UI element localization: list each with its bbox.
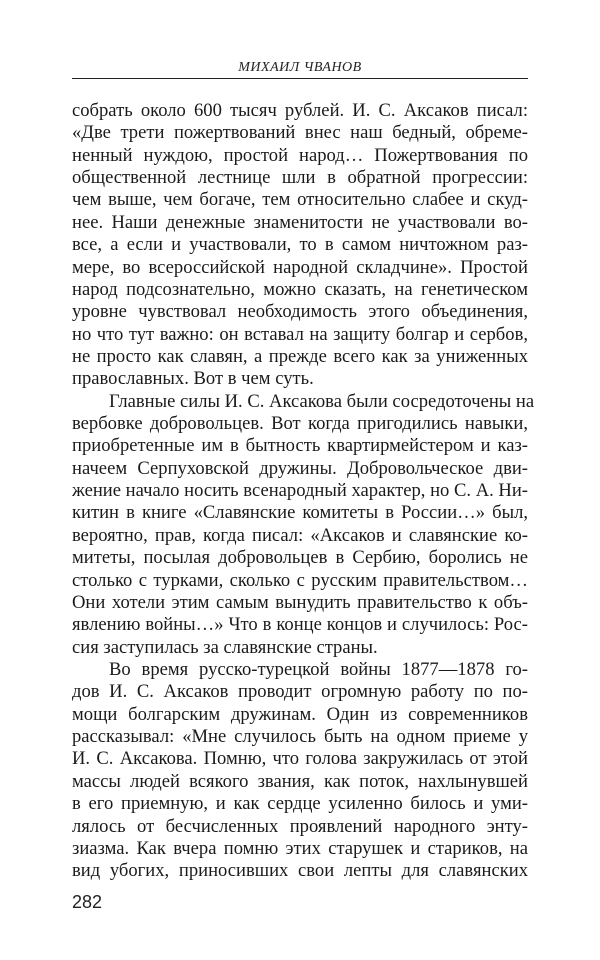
text-line: китин в книге «Славянские комитеты в России…» был, [72, 502, 528, 524]
text-line: вербовке добровольцев. Вот когда пригодились навыки, [72, 413, 528, 435]
text-line: Главные силы И. С. Аксакова были сосредоточены на [109, 390, 535, 412]
text-line: И. С. Аксакова. Помню, что голова закружилась от этой [72, 748, 528, 770]
text-line: вид убогих, приносивших свои лепты для славянских [72, 860, 528, 882]
text-line: мере, во всероссийской народной складчине». Простой [72, 256, 528, 278]
text-line: приобретенные им в бытность квартирмейстером и каз- [72, 435, 528, 457]
text-line: явлению войны…» Что в конце концов и случилось: Рос- [72, 614, 528, 636]
text-line: народ подсознательно, можно сказать, на генетическом [72, 278, 528, 300]
header-rule [72, 78, 528, 79]
running-header: МИХАИЛ ЧВАНОВ [238, 60, 362, 75]
text-line: рассказывал: «Мне случилось быть на одном приеме у [72, 726, 528, 748]
text-line: общественной лестнице шли в обратной прогрессии: [72, 167, 528, 189]
text-line: нее. Наши денежные знаменитости не участвовали во- [72, 211, 528, 233]
text-line: митеты, посылая добровольцев в Сербию, боролись не [72, 547, 528, 569]
text-line: лялось от бесчисленных проявлений народного энту- [72, 815, 528, 837]
text-line: массы людей всякого звания, как поток, нахлынувшей [72, 770, 528, 792]
text-line: столько с турками, сколько с русским правительством… [72, 569, 528, 591]
text-line: чем выше, чем богаче, тем относительно слабее и скуд- [72, 189, 528, 211]
text-line: мощи болгарским дружинам. Один из современников [72, 703, 528, 725]
text-line: дов И. С. Аксаков проводит огромную работу по по- [72, 681, 528, 703]
text-line: ненный нуждою, простой народ… Пожертвования по [72, 144, 528, 166]
text-line: в его приемную, и как сердце усиленно билось и уми- [72, 793, 528, 815]
text-line: уровне чувствовал необходимость этого объединения, [72, 301, 528, 323]
text-line: не просто как славян, а прежде всего как за униженных [72, 345, 528, 367]
text-line: сия заступилась за славянские страны. [72, 636, 378, 658]
body-text [72, 100, 535, 883]
text-line: но что тут важно: он вставал на защиту болгар и сербов, [72, 323, 528, 345]
text-line: Во время русско-турецкой войны 1877—1878 го- [109, 658, 528, 680]
text-line: все, а если и участвовали, то в самом ничтожном раз- [72, 234, 528, 256]
text-line: зиазма. Как вчера помню этих старушек и стариков, на [72, 837, 528, 859]
text-line: жение начало носить всенародный характер, но С. А. Ни- [72, 480, 528, 502]
text-line: «Две трети пожертвований внес наш бедный, обреме- [72, 122, 528, 144]
text-line: православных. Вот в чем суть. [72, 368, 314, 390]
text-line: начеем Серпуховской дружины. Добровольческое дви- [72, 457, 528, 479]
text-line: вероятно, прав, когда писал: «Аксаков и славянские ко- [72, 524, 528, 546]
page-number: 282 [72, 892, 103, 912]
text-line: Они хотели этим самым вынудить правительство к объ- [72, 591, 528, 613]
text-line: собрать около 600 тысяч рублей. И. С. Аксаков писал: [72, 100, 528, 121]
